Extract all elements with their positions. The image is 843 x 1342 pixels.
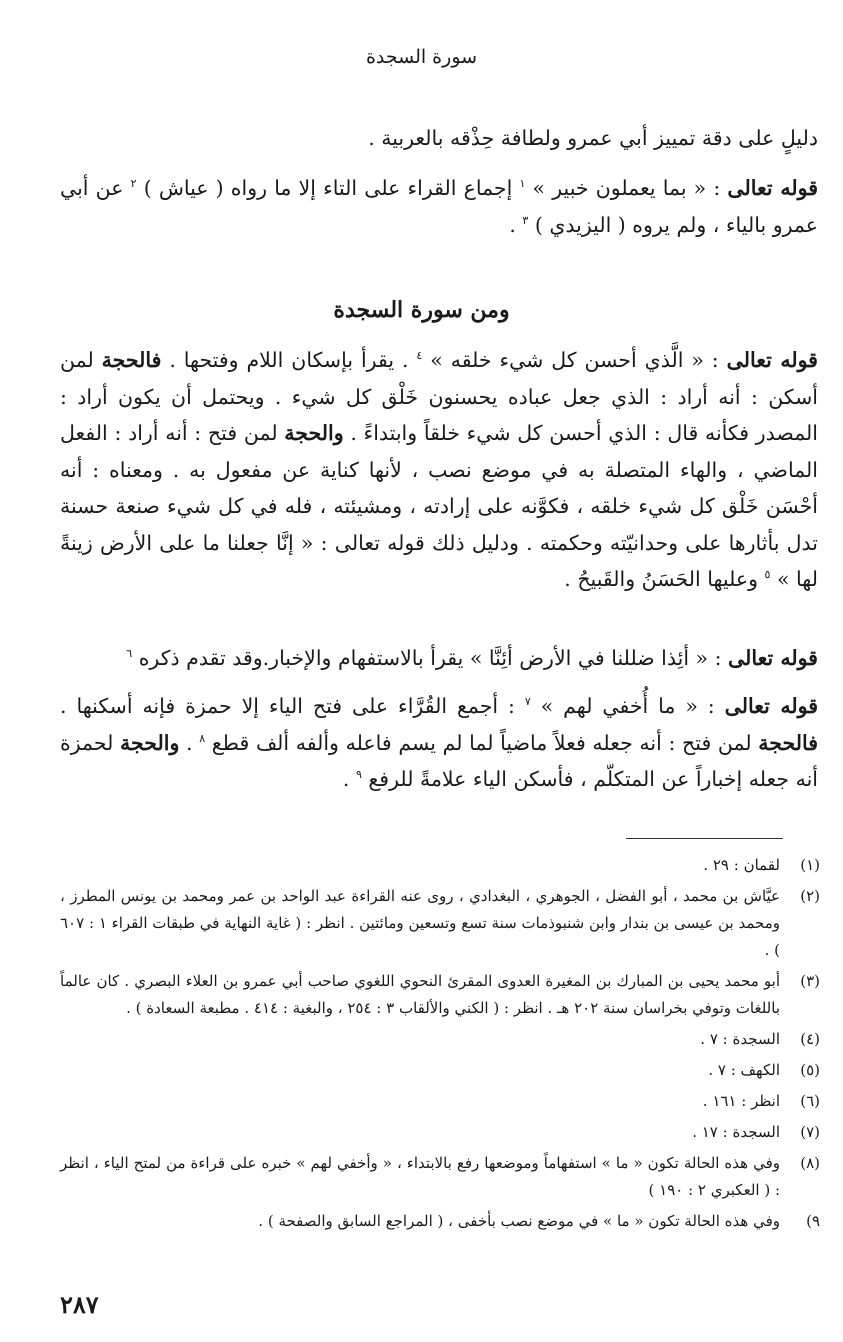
footnote-text: السجدة : ٧ .	[700, 1030, 780, 1048]
verse-lead: قوله تعالى	[728, 646, 818, 670]
footnote-ref[interactable]: ٩	[355, 768, 362, 782]
entry-text: عن أبي عمرو بالياء ، ولم يروه ( اليزيدي )	[60, 176, 818, 237]
entry-text: : أجمع القُرَّاء على فتح الياء إلا حمزة فإنه أسكنها .	[60, 694, 525, 718]
entry-text: : « الَّذي أحسن كل شيء خلقه »	[422, 348, 727, 372]
running-header: سورة السجدة	[365, 46, 478, 68]
footnote-item	[60, 1208, 820, 1235]
entry-text: لحمزة أنه جعله إخباراً عن المتكلّم ، فأسكن الياء علامةً للرفع	[60, 730, 818, 791]
argument-marker: فالحجة	[101, 348, 162, 372]
footnote-ref[interactable]: ٨	[199, 731, 206, 745]
footnote-ref[interactable]: ٣	[522, 213, 529, 227]
verse-entry-3	[60, 640, 818, 677]
footnote-divider	[626, 838, 783, 839]
verse-lead: قوله تعالى	[726, 348, 818, 372]
footnotes-list	[60, 852, 820, 1239]
entry-text: : « أئِذا ضللنا في الأرض أئِنَّا » يقرأ بالاستفهام والإخبار.وقد تقدم ذكره	[132, 646, 729, 670]
section-heading: ومن سورة السجدة	[333, 297, 510, 323]
entry-text: : « ما أُخفي لهم »	[530, 694, 725, 718]
entry-text: .	[179, 730, 200, 755]
footnote-text: لقمان : ٢٩ .	[703, 856, 780, 874]
verse-entry-1	[60, 170, 818, 243]
verse-entry-4	[60, 688, 818, 798]
argument-marker: فالحجة	[758, 730, 818, 755]
entry-text: لمن فتح : أنه جعله فعلاً ماضياً لما لم يسم فاعله وألفه ألف قطع	[205, 730, 759, 755]
footnote-ref[interactable]: ٦	[126, 647, 133, 661]
entry-text: .	[509, 212, 523, 237]
footnote-text: وفي هذه الحالة تكون « ما » في موضع نصب بأخفى ، ( المراجع السابق والصفحة ) .	[258, 1212, 780, 1230]
footnote-text: الكهف : ٧ .	[708, 1061, 780, 1079]
page-number: ٢٨٧	[60, 1290, 99, 1319]
footnote-number: (٤)	[800, 1030, 820, 1048]
footnote-number: (٧)	[800, 1123, 820, 1141]
footnote-item	[60, 852, 820, 879]
footnote-number: (١)	[800, 856, 820, 874]
argument-marker: والحجة	[120, 730, 180, 755]
footnote-number: (٥)	[800, 1061, 820, 1079]
entry-text: لمن أسكن : أنه أراد : الذي جعل عباده يحسنون خَلْق كل شيء . ويحتمل أن يكون أراد : المصدر فكأنه قال : الذي أحسن كل شيء خلقاً وابتداءً .	[60, 348, 818, 445]
footnote-text: عيَّاش بن محمد ، أبو الفضل ، الجوهري ، البغدادي ، روى عنه القراءة عبد الواحد بن عمر ومحمد بن يونس المطرز ، ومحمد بن عيسى بن بندار وابن شنبوذمات سنة تسع وتسعين ومائتين . انظر : ( غاية النهاية في طبقات القراء ١ : ٦٠٧ ) .	[60, 887, 780, 959]
footnote-item	[60, 1119, 820, 1146]
entry-text: وعليها الحَسَنُ والقَبيحُ .	[564, 567, 765, 591]
intro-paragraph	[60, 120, 818, 157]
footnote-text: السجدة : ١٧ .	[692, 1123, 780, 1141]
entry-text: إجماع القراء على التاء إلا ما رواه ( عياش )	[136, 176, 520, 200]
footnote-text: انظر : ١٦١ .	[702, 1092, 780, 1110]
footnote-number: (٣)	[800, 972, 820, 990]
footnote-item	[60, 968, 820, 1022]
footnote-item	[60, 1057, 820, 1084]
footnote-ref[interactable]: ٤	[416, 349, 423, 363]
footnote-item	[60, 1026, 820, 1053]
footnote-number: (٦)	[800, 1092, 820, 1110]
footnote-ref[interactable]: ٧	[524, 695, 531, 709]
intro-text: دليلٍ على دقة تمييز أبي عمرو ولطافة حِذْقه بالعربية .	[368, 126, 818, 150]
footnote-ref[interactable]: ٢	[130, 177, 137, 191]
footnote-item	[60, 1088, 820, 1115]
footnote-text: أبو محمد يحيى بن المبارك بن المغيرة العدوى المقرئ النحوي اللغوي صاحب أبي عمرو بن العلاء البصري . كان عالماً باللغات وتوفي بخراسان سنة ٢٠٢ هـ . انظر : ( الكني والألقاب ٣ : ٢٥٤ ، والبغية : ٤١٤ . مطبعة السعادة ) .	[60, 972, 780, 1017]
verse-entry-2	[60, 342, 818, 598]
footnote-ref[interactable]: ٥	[764, 568, 771, 582]
footnote-ref[interactable]: ١	[519, 177, 526, 191]
footnote-number: ٩)	[806, 1212, 820, 1230]
footnote-item	[60, 883, 820, 964]
footnote-number: (٨)	[800, 1154, 820, 1172]
entry-text: لمن فتح : أنه أراد : الفعل الماضي ، والهاء المتصلة به في موضع نصب ، لأنها كناية عن مفعول به . ومعناه : أنه أحْسَن خَلْق كل شيء خلقه ، فكوَّنه على إرادته ، ومشيئته ، فله في كل شيء صنعة حسنة تدل بأثارها على وحدانيّته وحكمته . ودليل ذلك قوله تعالى : « إنَّا جعلنا ما على الأرض زينةً لها »	[60, 421, 818, 591]
entry-text: : « بما يعملون خبير »	[525, 176, 728, 200]
argument-marker: والحجة	[284, 421, 344, 445]
footnote-number: (٢)	[800, 887, 820, 905]
entry-text: . يقرأ بإسكان اللام وفتحها .	[161, 348, 417, 372]
footnote-item	[60, 1150, 820, 1204]
verse-lead: قوله تعالى	[727, 176, 818, 200]
verse-lead: قوله تعالى	[724, 694, 818, 718]
footnote-text: وفي هذه الحالة تكون « ما » استفهاماً وموضعها رفع بالابتداء ، « وأخفي لهم » خبره على قراءة من لمتح الياء ، انظر : ( العكبري ٢ : ١٩٠ )	[60, 1154, 780, 1199]
entry-text: .	[342, 767, 356, 791]
